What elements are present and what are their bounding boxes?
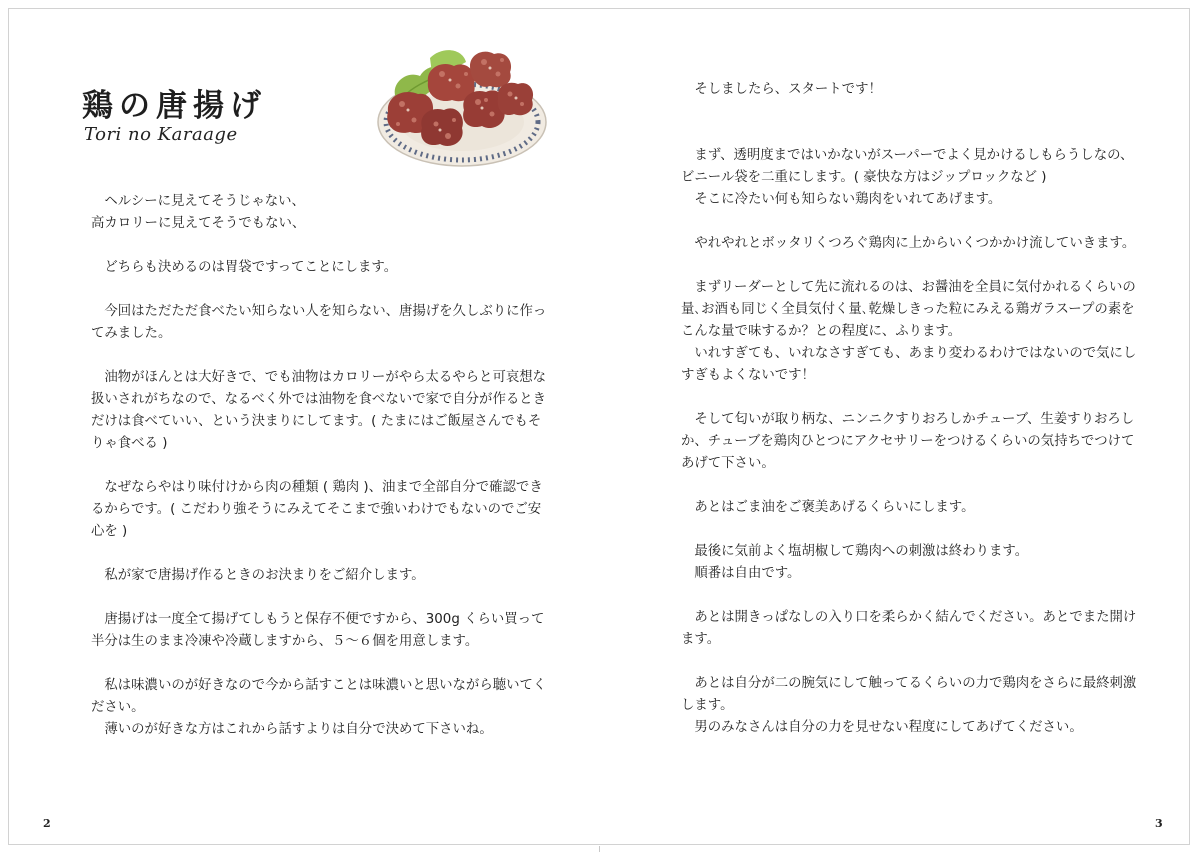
left-paragraph: 私は味濃いのが好きなので今から話すことは味濃いと思いながら聴いてください。	[91, 678, 547, 715]
center-gutter-mark	[599, 846, 600, 852]
recipe-romaji-subtitle: Tori no Karaage	[84, 124, 238, 145]
left-paragraph: 油物がほんとは大好きで、でも油物はカロリーがやら太るやらと可哀想な扱いされがちなので、なるべく外では油物を食べないで家で自分が作るときだけは食べていい、という決まりにしてます。( たまにはご飯屋さんでもそりゃ食べる )	[91, 370, 547, 451]
left-paragraph: どちらも決めるのは胃袋ですってことにします。	[104, 260, 398, 275]
karaage-plate-illustration	[370, 40, 554, 170]
right-paragraph: あとはごま油をご褒美あげるくらいにします。	[694, 500, 975, 515]
right-paragraph: あとは開きっぱなしの入り口を柔らかく結んでください。あとでまた開けます。	[681, 610, 1137, 647]
left-paragraph: 私が家で唐揚げ作るときのお決まりをご紹介します。	[104, 568, 425, 583]
right-paragraph: そしましたら、スタートです！	[694, 82, 882, 97]
right-paragraph: 順番は自由です。	[694, 566, 801, 581]
recipe-title: 鶏の唐揚げ	[82, 88, 267, 124]
right-paragraph: まずリーダーとして先に流れるのは、お醤油を全員に気付かれるくらいの量､お酒も同じく全員気付く量､乾燥しきった粒にみえる鶏ガラスープの素をこんな量で味するか？との程度に、ふります。	[681, 280, 1136, 339]
right-paragraph: まず、透明度まではいかないがスーパーでよく見かけるしもらうしなの、ビニール袋を二重にします。( 豪快な方はジップロックなど )	[681, 148, 1134, 185]
right-paragraph: 男のみなさんは自分の力を見せない程度にしてあげてください。	[694, 720, 1083, 735]
right-paragraph: やれやれとボッタリくつろぐ鶏肉に上からいくつかかけ流していきます。	[694, 236, 1136, 251]
right-paragraph: 最後に気前よく塩胡椒して鶏肉への刺激は終わります。	[694, 544, 1029, 559]
right-paragraph: あとは自分が二の腕気にして触ってるくらいの力で鶏肉をさらに最終刺激します。	[681, 676, 1137, 713]
right-paragraph: そして匂いが取り柄な、ニンニクすりおろしかチューブ、生姜すりおろしか、チューブを鶏肉ひとつにアクセサリーをつけるくらいの気持ちでつけてあげて下さい。	[681, 412, 1135, 471]
left-paragraph: 唐揚げは一度全て揚げてしもうと保存不便ですから、300g くらい買って半分は生のまま冷凍や冷蔵しますから、５～６個を用意します。	[91, 612, 545, 649]
right-paragraph: いれすぎても、いれなさすぎても、あまり変わるわけではないので気にしすぎもよくないです！	[681, 346, 1137, 383]
page-number-left: 2	[43, 817, 51, 830]
right-paragraph: そこに冷たい何も知らない鶏肉をいれてあげます。	[694, 192, 1002, 207]
left-paragraph: なぜならやはり味付けから肉の種類 ( 鶏肉 )、油まで全部自分で確認できるからです。( こだわり強そうにみえてそこまで強いわけでもないのでご安心を )	[91, 480, 543, 539]
left-paragraph: 薄いのが好きな方はこれから話すよりは自分で決めて下さいね。	[104, 722, 493, 737]
page-number-right: 3	[1155, 817, 1163, 830]
left-paragraph: ヘルシーに見えてそうじゃない、 高カロリーに見えてそうでもない、	[91, 194, 306, 231]
left-paragraph: 今回はただただ食べたい知らない人を知らない、唐揚げを久しぶりに作ってみました。	[91, 304, 547, 341]
